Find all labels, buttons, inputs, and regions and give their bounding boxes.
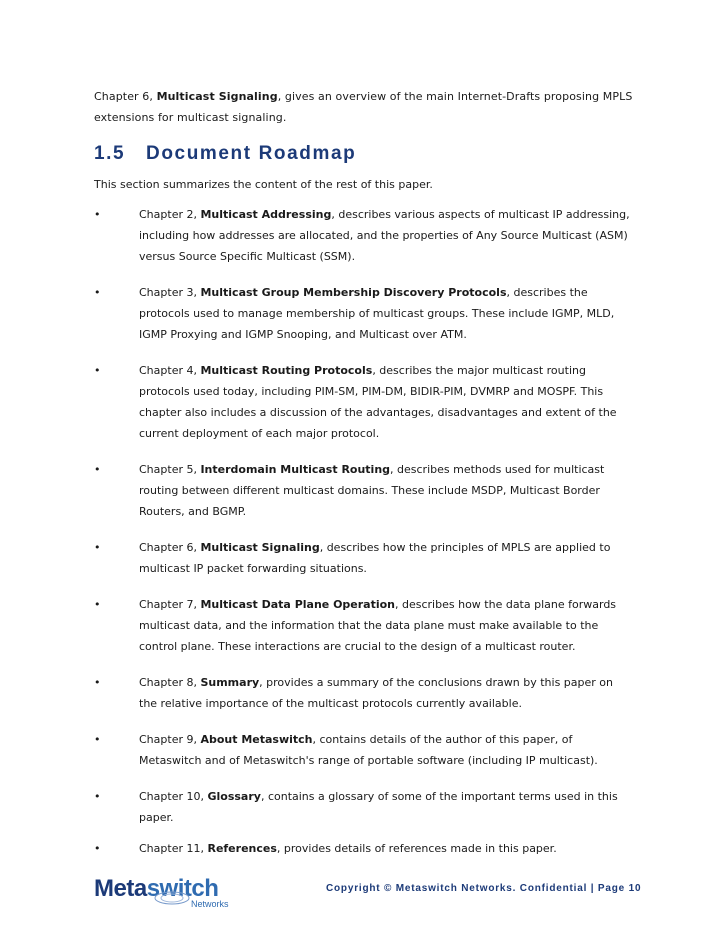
bullet-icon: • — [94, 541, 101, 554]
chapter-link[interactable]: Multicast Data Plane Operation — [200, 598, 396, 611]
roadmap-item — [94, 786, 634, 828]
chapter-description: , provides details of references made in this paper. — [276, 842, 557, 855]
roadmap-item — [94, 838, 634, 859]
chapter-description: , describes various aspects of multicast IP addressing, including how addresses are allocated, and the properties of Any Source Multicast (ASM) versus Source Specific Multicast (SSM). — [139, 208, 630, 263]
section-title: Document Roadmap — [146, 143, 357, 164]
chapter-prefix: Chapter 9, — [139, 733, 201, 746]
roadmap-item — [94, 459, 634, 522]
chapter-link[interactable]: Multicast Group Membership Discovery Protocols — [200, 286, 507, 299]
chapter-description: , describes how the data plane forwards multicast data, and the information that the data plane must make available to the control plane. These interactions are crucial to the design of a multicast router. — [139, 598, 617, 653]
chapter-link[interactable]: Interdomain Multicast Routing — [200, 463, 391, 476]
intro-chapter-prefix: Chapter 6, — [94, 90, 157, 103]
roadmap-list — [94, 204, 634, 874]
chapter-description: , provides a summary of the conclusions drawn by this paper on the relative importance of the multicast protocols currently available. — [139, 676, 613, 710]
chapter-link[interactable]: Glossary — [207, 790, 261, 803]
roadmap-item — [94, 360, 634, 444]
chapter-link[interactable]: Summary — [200, 676, 260, 689]
bullet-icon: • — [94, 842, 101, 855]
chapter-description: , describes the major multicast routing protocols used today, including PIM-SM, PIM-DM, BIDIR-PIM, DVMRP and MOSPF. This chapter also includes a discussion of the advantages, disadvantages and extent of the current deployment of each major protocol. — [139, 364, 617, 440]
intro-chapter-link[interactable]: Multicast Signaling — [156, 90, 278, 103]
footer-copyright: Copyright © Metaswitch Networks. Confidential | Page 10 — [326, 883, 642, 894]
chapter-link[interactable]: References — [207, 842, 277, 855]
chapter-link[interactable]: Multicast Addressing — [200, 208, 332, 221]
chapter-prefix: Chapter 3, — [139, 286, 201, 299]
bullet-icon: • — [94, 463, 101, 476]
metaswitch-logo — [94, 875, 234, 915]
logo-wordmark-switch: switch — [146, 875, 219, 902]
chapter-prefix: Chapter 7, — [139, 598, 201, 611]
chapter-description: , contains a glossary of some of the important terms used in this paper. — [139, 790, 618, 824]
bullet-icon: • — [94, 208, 101, 221]
roadmap-item — [94, 282, 634, 345]
chapter-prefix: Chapter 2, — [139, 208, 201, 221]
section-number: 1.5 — [94, 143, 126, 164]
chapter-prefix: Chapter 4, — [139, 364, 201, 377]
roadmap-item — [94, 594, 634, 657]
chapter-link[interactable]: About Metaswitch — [200, 733, 313, 746]
chapter-prefix: Chapter 8, — [139, 676, 201, 689]
chapter-description: , describes the protocols used to manage membership of multicast groups. These include IGMP, MLD, IGMP Proxying and IGMP Snooping, and Multicast over ATM. — [139, 286, 615, 341]
bullet-icon: • — [94, 676, 101, 689]
bullet-icon: • — [94, 733, 101, 746]
logo-wordmark-meta: Meta — [94, 875, 147, 902]
roadmap-item — [94, 204, 634, 267]
section-summary: This section summarizes the content of the rest of this paper. — [94, 178, 433, 191]
roadmap-item — [94, 672, 634, 714]
chapter-prefix: Chapter 5, — [139, 463, 201, 476]
logo-swirl-icon — [152, 889, 192, 907]
chapter-description: , contains details of the author of this paper, of Metaswitch and of Metaswitch's range of portable software (including IP multicast). — [139, 733, 598, 767]
bullet-icon: • — [94, 790, 101, 803]
intro-paragraph — [94, 86, 634, 128]
bullet-icon: • — [94, 598, 101, 611]
roadmap-item — [94, 729, 634, 771]
chapter-prefix: Chapter 11, — [139, 842, 208, 855]
chapter-prefix: Chapter 10, — [139, 790, 208, 803]
roadmap-item — [94, 537, 634, 579]
chapter-prefix: Chapter 6, — [139, 541, 201, 554]
chapter-link[interactable]: Multicast Routing Protocols — [200, 364, 373, 377]
chapter-description: , describes methods used for multicast routing between different multicast domains. These include MSDP, Multicast Border Routers, and BGMP. — [139, 463, 605, 518]
logo-networks-text: Networks — [191, 899, 229, 909]
page-footer — [0, 875, 728, 915]
section-heading — [94, 143, 356, 165]
chapter-description: , describes how the principles of MPLS are applied to multicast IP packet forwarding situations. — [139, 541, 611, 575]
intro-chapter-description: , gives an overview of the main Internet-Drafts proposing MPLS extensions for multicast signaling. — [94, 90, 633, 124]
chapter-link[interactable]: Multicast Signaling — [200, 541, 320, 554]
bullet-icon: • — [94, 364, 101, 377]
bullet-icon: • — [94, 286, 101, 299]
